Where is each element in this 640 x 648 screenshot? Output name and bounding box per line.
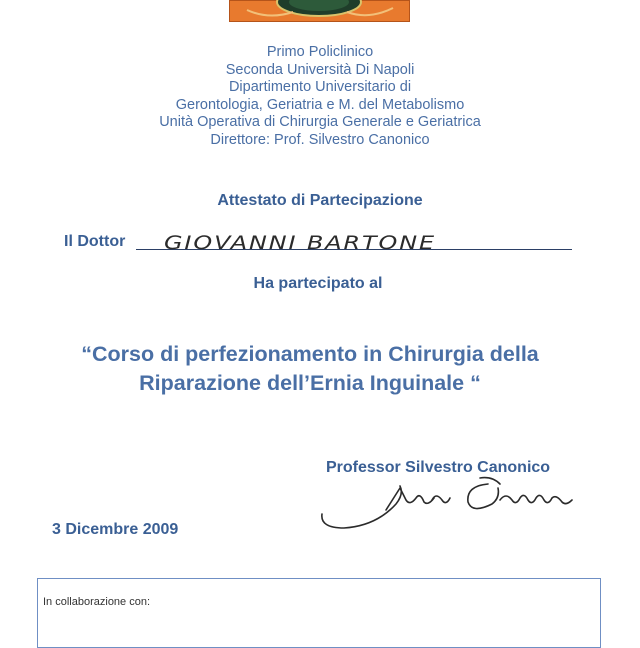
header-line: Seconda Università Di Napoli [225, 61, 415, 78]
signer-name: Professor Silvestro Canonico [326, 459, 551, 476]
collaboration-box [37, 578, 601, 648]
header-line: Direttore: Prof. Silvestro Canonico [210, 131, 430, 148]
course-title [0, 340, 620, 398]
course-title-line: Riparazione dell’Ernia Inguinale “ [139, 371, 481, 395]
certificate-date: 3 Dicembre 2009 [52, 521, 179, 538]
course-title-line: “Corso di perfezionamento in Chirurgia della [81, 342, 539, 366]
institution-logo [229, 0, 410, 22]
header-line: Unità Operativa di Chirurgia Generale e Geriatrica [159, 114, 481, 131]
header-line: Primo Policlinico [266, 44, 374, 60]
header-line: Gerontologia, Geriatria e M. del Metabolismo [175, 96, 465, 113]
collaboration-label: In collaborazione con: [43, 596, 151, 608]
doctor-label: Il Dottor [64, 233, 126, 250]
participated-label: Ha partecipato al [253, 275, 383, 292]
certificate-title: Attestato di Partecipazione [217, 192, 423, 209]
handwritten-doctor-name [164, 229, 464, 253]
institution-header [0, 44, 640, 150]
header-line: Dipartimento Universitario di [228, 79, 412, 96]
doctor-name-text: GIOVANNI BARTONE [164, 232, 436, 253]
handwritten-signature [316, 470, 580, 534]
